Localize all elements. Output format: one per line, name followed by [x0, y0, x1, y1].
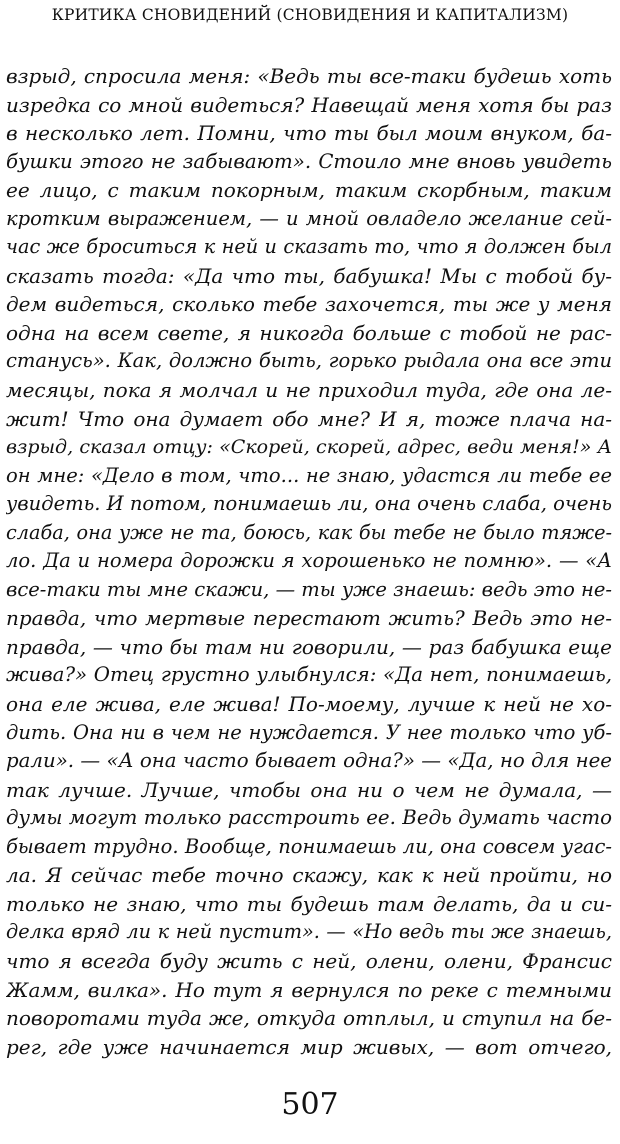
text-line: взрыд, сказал отцу: «Скорей, скорей, адрес, веди меня!» А [6, 436, 612, 459]
text-line: думы могут только расстроить ее. Ведь думать часто [6, 806, 612, 830]
text-line: дить. Она ни в чем не нуждается. У нее только что уб- [6, 720, 612, 744]
text-line: рали». — «А она часто бывает одна?» — «Да, но для нее [6, 749, 612, 773]
text-line: станусь». Как, должно быть, горько рыдала она все эти [6, 349, 612, 373]
text-line: жива?» Отец грустно улыбнулся: «Да нет, понимаешь, [6, 663, 612, 687]
body-text [6, 62, 612, 1061]
text-line: ла. Я сейчас тебе точно скажу, как к ней пройти, но [6, 863, 612, 888]
running-head: КРИТИКА СНОВИДЕНИЙ (СНОВИДЕНИЯ И КАПИТАЛИЗМ) [51, 6, 569, 24]
text-line: слаба, она уже не та, боюсь, как бы тебе не было тяже- [6, 520, 612, 544]
text-line: так лучше. Лучше, чтобы она ни о чем не думала, — [6, 777, 612, 802]
text-line: все-таки ты мне скажи, — ты уже знаешь: ведь это не- [6, 577, 612, 601]
text-line: что я всегда буду жить с ней, олени, олени, Франсис [6, 948, 612, 973]
text-line: час же броситься к ней и сказать то, что я должен был [6, 235, 612, 259]
text-line: правда, что мертвые перестают жить? Ведь это не- [6, 606, 612, 631]
text-line: правда, — что бы там ни говорили, — раз бабушка еще [6, 634, 612, 659]
text-line: бывает трудно. Вообще, понимаешь ли, она совсем угас- [6, 834, 612, 858]
text-line: Жамм, вилка». Но тут я вернулся по реке с темными [6, 977, 612, 1002]
text-line: делка вряд ли к ней пустит». — «Но ведь ты же знаешь, [6, 920, 612, 944]
text-line: взрыд, спросила меня: «Ведь ты все-таки будешь хоть [6, 64, 612, 88]
text-line: ло. Да и номера дорожки я хорошенько не помню». — «А [6, 549, 612, 573]
text-line: кротким выражением, — и мной овладело желание сей- [6, 206, 612, 230]
text-line: ее лицо, с таким покорным, таким скорбным, таким [6, 178, 612, 203]
text-line: сказать тогда: «Да что ты, бабушка! Мы с тобой бу- [6, 263, 612, 288]
text-line: он мне: «Дело в том, что... не знаю, удастся ли тебе ее [6, 463, 612, 487]
text-line: бушки этого не забывают». Стоило мне вновь увидеть [6, 149, 612, 173]
text-line: она еле жива, еле жива! По-моему, лучше к ней не хо- [6, 692, 612, 717]
text-line: изредка со мной видеться? Навещай меня хотя бы раз [6, 92, 612, 117]
text-line: рег, где уже начинается мир живых, — вот отчего, [6, 1034, 612, 1059]
text-line: одна на всем свете, я никогда больше с тобой не рас- [6, 320, 612, 345]
text-line: увидеть. И потом, понимаешь ли, она очень слаба, очень [6, 492, 612, 516]
text-line: жит! Что она думает обо мне? И я, тоже плача на- [6, 406, 612, 431]
text-line: дем видеться, сколько тебе захочется, ты же у меня [6, 292, 612, 317]
text-line: поворотами туда же, откуда отплыл, и ступил на бе- [6, 1006, 612, 1031]
text-line: только не знаю, что ты будешь там делать, да и си- [6, 891, 612, 916]
text-line: в несколько лет. Помни, что ты был моим внуком, ба- [6, 121, 612, 146]
page-number: 507 [281, 1087, 339, 1122]
text-line: месяцы, пока я молчал и не приходил туда, где она ле- [6, 378, 612, 403]
